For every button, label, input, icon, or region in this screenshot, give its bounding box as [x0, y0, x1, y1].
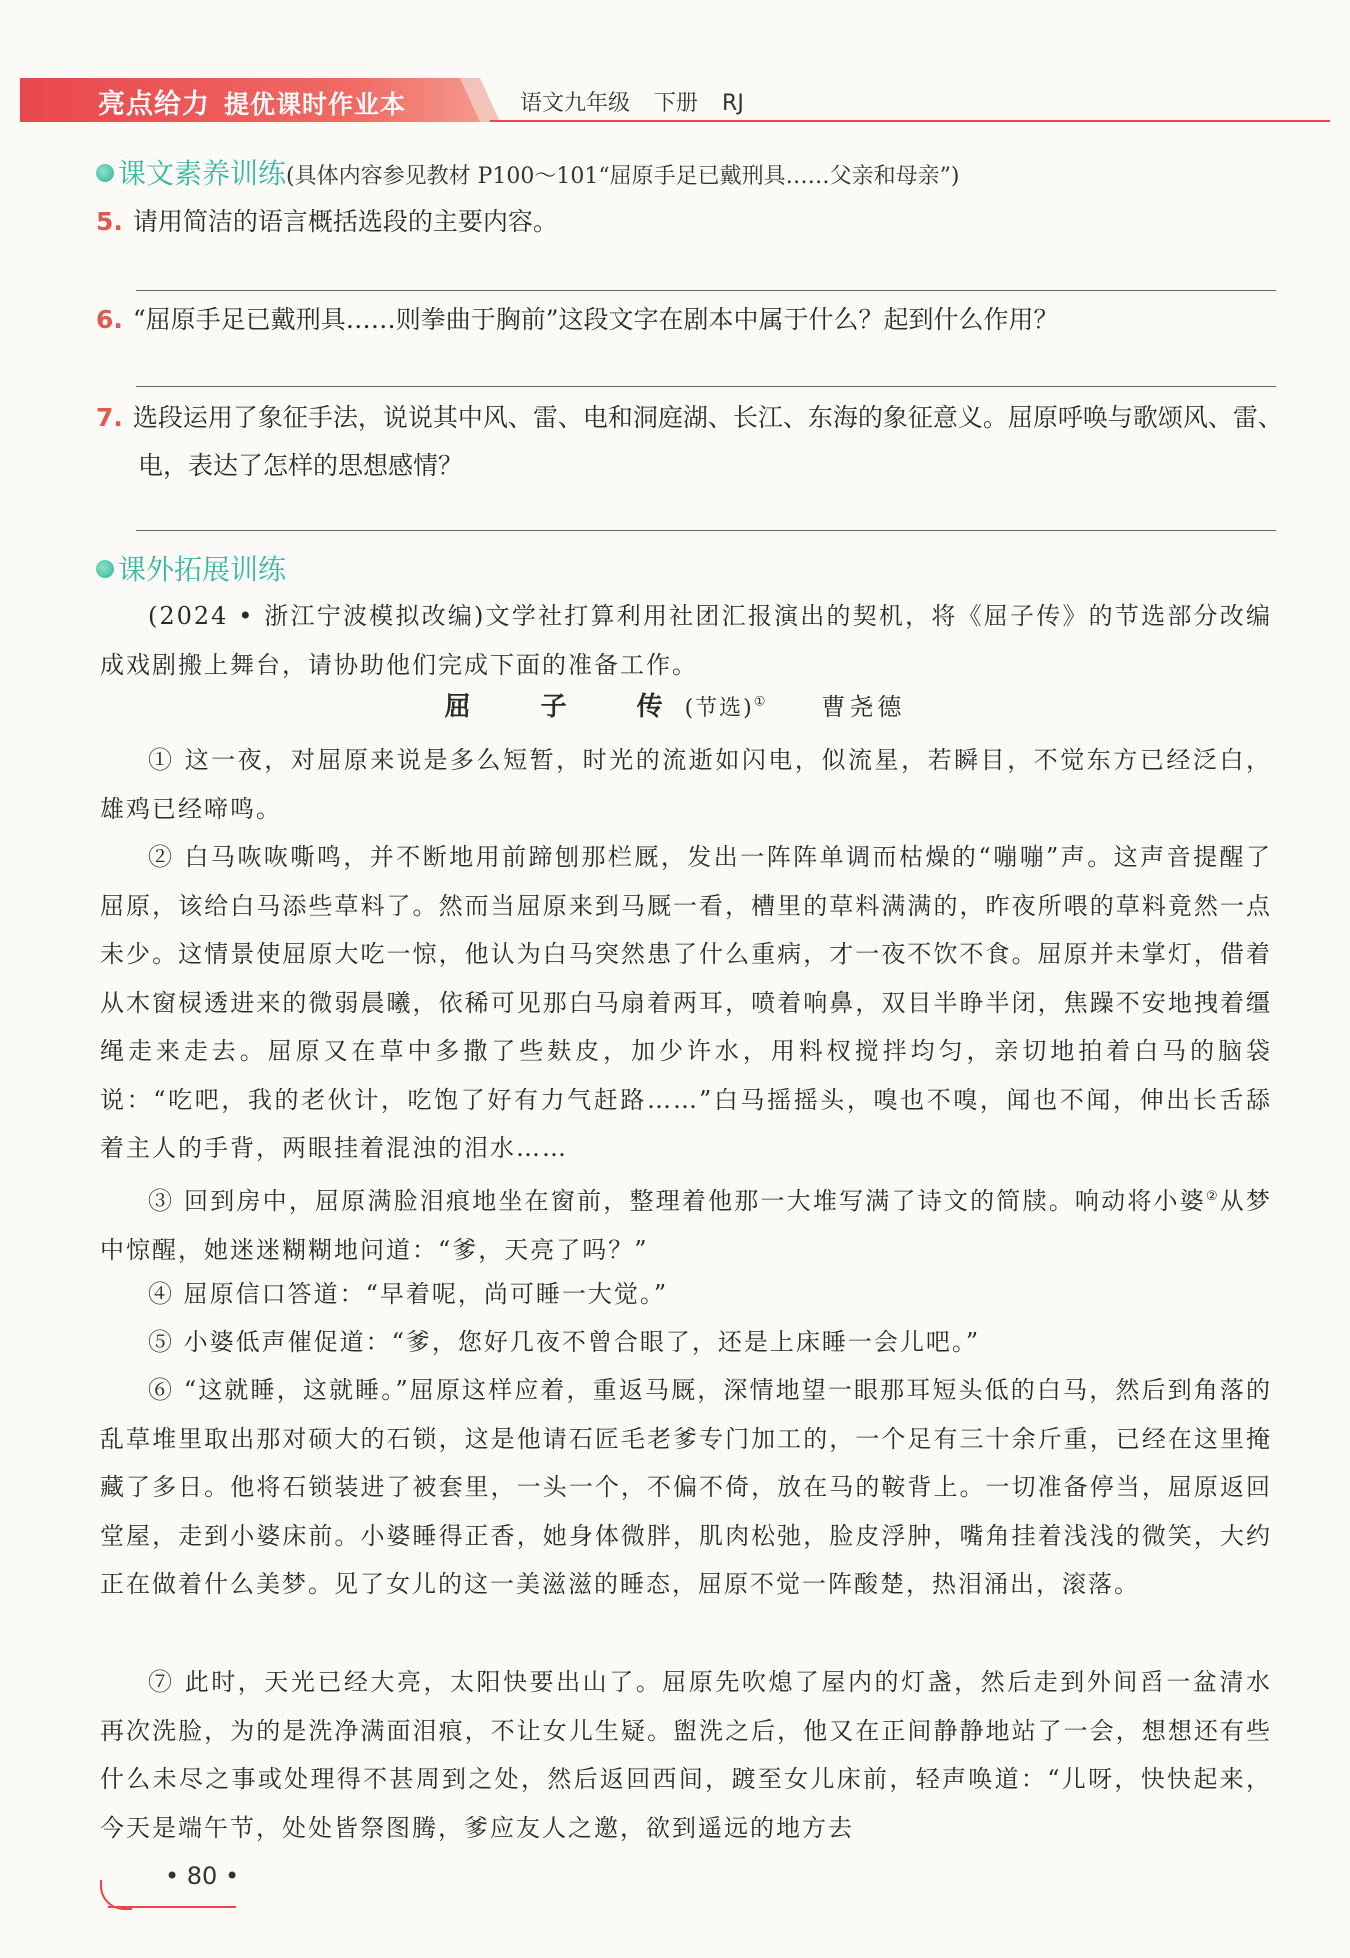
subject-info: [520, 86, 768, 117]
bullet-leaf-icon: [96, 560, 114, 578]
section1-note: (具体内容参见教材 P100～101“屈原手足已戴刑具……父亲和母亲”): [286, 164, 960, 189]
question-text: 请用简洁的语言概括选段的主要内容。: [132, 207, 558, 236]
article-paragraph-6: ⑥ “这就睡，这就睡。”屈原这样应着，重返马厩，深情地望一眼那耳短头低的白马，然后到角落的乱草堆里取出那对硕大的石锁，这是他请石匠毛老爹专门加工的，一个足有三十余斤重，已经在这里掩藏了多日。他将石锁装进了被套里，一头一个，不偏不倚，放在马的鞍背上。一切准备停当，屈原返回堂屋，走到小婆床前。小婆睡得正香，她身体微胖，肌肉松弛，脸皮浮肿，嘴角挂着浅浅的微笑，大约正在做着什么美梦。见了女儿的这一美滋滋的睡态，屈原不觉一阵酸楚，热泪涌出，滚落。: [100, 1376, 1272, 1598]
question-number: 5.: [96, 207, 123, 236]
article-paragraph-3: [100, 1173, 1272, 1274]
bullet-leaf-icon: [96, 164, 114, 182]
subject-grade: 语文九年级: [520, 91, 631, 116]
section1-title: 课文素养训练: [118, 157, 287, 190]
article-author: 曹尧德: [821, 693, 906, 721]
section2-title: 课外拓展训练: [118, 553, 287, 586]
brand-title: [98, 82, 406, 121]
section-title-classroom: [96, 152, 959, 192]
article-subtitle: (节选): [684, 696, 754, 721]
page-header: [20, 78, 1330, 122]
footnote-mark: ①: [753, 694, 766, 710]
paragraph-3-start: ③ 回到房中，屈原满脸泪痕地坐在窗前，整理着他那一大堆写满了诗文的简牍。响动将小婆: [148, 1187, 1206, 1215]
footnote-mark-2: ②: [1205, 1189, 1220, 1204]
brand-part-2: 提优课时作业本: [224, 90, 407, 119]
section-title-extension: [96, 548, 286, 588]
article-title-line: [0, 686, 1350, 723]
subject-volume: 下册: [654, 91, 699, 116]
answer-line: [136, 290, 1276, 291]
article-paragraph-2: ② 白马咴咴嘶鸣，并不断地用前蹄刨那栏厩，发出一阵阵单调而枯燥的“嘣嘣”声。这声音提醒了屈原，该给白马添些草料了。然而当屈原来到马厩一看，槽里的草料满满的，昨夜所喂的草料竟然一点未少。这情景使屈原大吃一惊，他认为白马突然患了什么重病，才一夜不饮不食。屈原并未掌灯，借着从木窗棂透进来的微弱晨曦，依稀可见那白马扇着两耳，喷着响鼻，双目半睁半闭，焦躁不安地拽着缰绳走来走去。屈原又在草中多撒了些麸皮，加少许水，用料杈搅拌均匀，亲切地拍着白马的脑袋说：“吃吧，我的老伙计，吃饱了好有力气赶路……”白马摇摇头，嗅也不嗅，闻也不闻，伸出长舌舔着主人的手背，两眼挂着混浊的泪水……: [100, 843, 1272, 1162]
question-7: [96, 394, 1318, 490]
article-paragraph-5: ⑤ 小婆低声催促道：“爹，您好几夜不曾合眼了，还是上床睡一会儿吧。”: [148, 1328, 981, 1356]
question-5: [96, 198, 1276, 246]
article-paragraph-1: ① 这一夜，对屈原来说是多么短暂，时光的流逝如闪电，似流星，若瞬目，不觉东方已经泛白，雄鸡已经啼鸣。: [100, 746, 1272, 823]
question-number: 6.: [96, 305, 123, 334]
answer-line: [136, 530, 1276, 531]
header-underline: [490, 120, 1330, 122]
article-title: 屈 子 传: [444, 692, 685, 722]
question-text: “屈原手足已戴刑具……则拳曲于胸前”这段文字在剧本中属于什么？起到什么作用？: [132, 305, 1059, 334]
question-text: 选段运用了象征手法，说说其中风、雷、电和洞庭湖、长江、东海的象征意义。屈原呼唤与歌颂风、雷、电，表达了怎样的思想感情？: [132, 403, 1283, 480]
intro-paragraph: (2024 • 浙江宁波模拟改编)文学社打算利用社团汇报演出的契机，将《屈子传》的节选部分改编成戏剧搬上舞台，请协助他们完成下面的准备工作。: [100, 602, 1272, 679]
brand-part-1: 亮点给力: [98, 89, 210, 120]
article-paragraph-4: ④ 屈原信口答道：“早着呢，尚可睡一大觉。”: [148, 1280, 669, 1308]
subject-edition: RJ: [722, 91, 744, 116]
paragraph-3-rest: 从梦中惊醒，她迷迷糊糊地问道：“爹，天亮了吗？”: [100, 1187, 1272, 1264]
question-6: [96, 296, 1276, 344]
answer-line: [136, 386, 1276, 387]
page-number: • 80 •: [165, 1862, 240, 1890]
question-number: 7.: [96, 403, 123, 432]
article-paragraph-7: ⑦ 此时，天光已经大亮，太阳快要出山了。屈原先吹熄了屋内的灯盏，然后走到外间舀一盆清水再次洗脸，为的是洗净满面泪痕，不让女儿生疑。盥洗之后，他又在正间静静地站了一会，想想还有些什么未尽之事或处理得不甚周到之处，然后返回西间，踱至女儿床前，轻声唤道：“儿呀，快快起来，今天是端午节，处处皆祭图腾，爹应友人之邀，欲到遥远的地方去: [100, 1668, 1272, 1842]
page-number-underline: [108, 1906, 236, 1908]
